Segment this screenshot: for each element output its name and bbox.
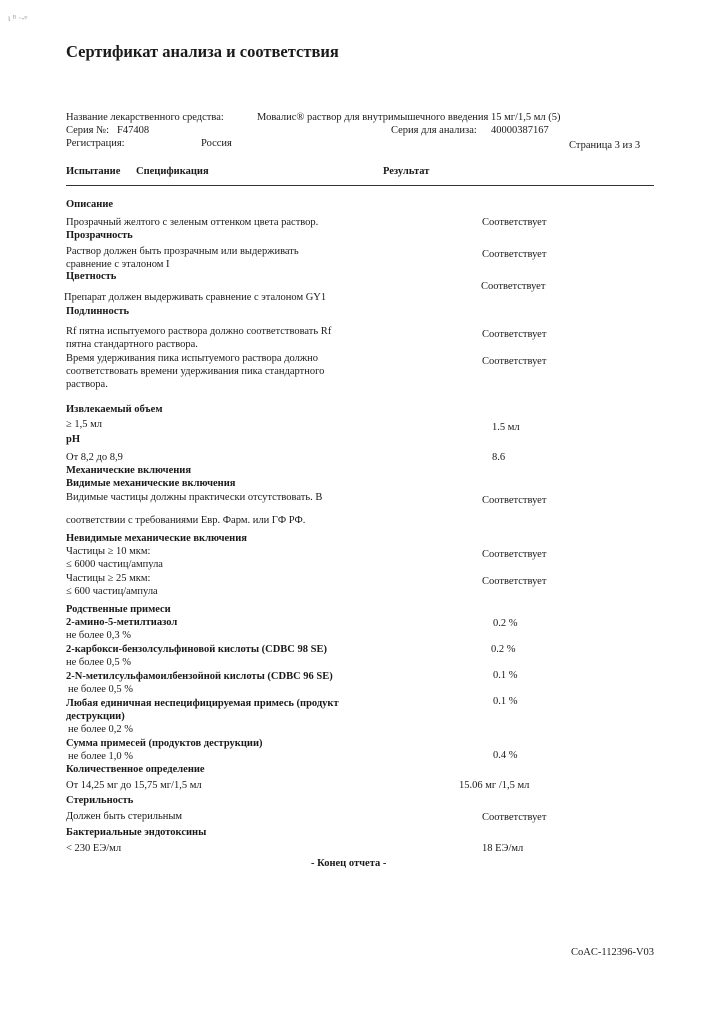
column-header-test: Испытание — [66, 166, 121, 177]
subsection-heading: 2-амино-5-метилтиазол — [66, 617, 178, 628]
spec-text: Rf пятна испытуемого раствора должно соответствовать Rf — [66, 326, 332, 337]
result-value: Соответствует — [482, 356, 547, 367]
section-heading: Прозрачность — [66, 230, 133, 241]
spec-text: не более 0,5 % — [68, 684, 134, 695]
result-value: Соответствует — [482, 576, 547, 587]
page-title: Сертификат анализа и соответствия — [66, 42, 339, 61]
spec-text: От 8,2 до 8,9 — [66, 452, 123, 463]
spec-text: Должен быть стерильным — [66, 811, 183, 822]
result-value: 0.2 % — [493, 618, 518, 629]
series-value: F47408 — [117, 125, 150, 136]
result-value: Соответствует — [482, 249, 547, 260]
spec-text: соответствовать времени удерживания пика стандартного — [66, 366, 325, 377]
spec-text: раствора. — [66, 379, 108, 390]
drug-name-label: Название лекарственного средства: — [66, 112, 224, 123]
subsection-heading: Невидимые механические включения — [66, 533, 247, 544]
spec-text: Время удерживания пика испытуемого раствора должно — [66, 353, 319, 364]
scan-artifact: ι ᴮ ·-ᵠ — [8, 13, 28, 23]
spec-text: не более 0,5 % — [66, 657, 132, 668]
result-value: Соответствует — [482, 549, 547, 560]
spec-text: Раствор должен быть прозрачным или выдерживать — [66, 246, 299, 257]
result-value: 0.1 % — [493, 696, 518, 707]
section-heading: Бактериальные эндотоксины — [66, 827, 207, 838]
result-value: 18 ЕЭ/мл — [482, 843, 524, 854]
result-value: 0.4 % — [493, 750, 518, 761]
subsection-heading: 2-карбокси-бензолсульфиновой кислоты (CDBC 98 SE) — [66, 644, 327, 655]
result-value: 0.1 % — [493, 670, 518, 681]
section-heading: Стерильность — [66, 795, 134, 806]
result-value: Соответствует — [481, 281, 546, 292]
spec-text: Видимые частицы должны практически отсутствовать. В — [66, 492, 323, 503]
spec-text: пятна стандартного раствора. — [66, 339, 198, 350]
section-heading: pH — [66, 434, 81, 445]
page-number: Страница 3 из 3 — [569, 140, 641, 151]
spec-text: ≤ 6000 частиц/ампула — [66, 559, 163, 570]
subsection-heading: Сумма примесей (продуктов деструкции) — [66, 738, 263, 749]
spec-text: соответствии с требованиями Евр. Фарм. или ГФ РФ. — [66, 515, 306, 526]
result-value: 8.6 — [492, 452, 506, 463]
spec-text: не более 0,2 % — [68, 724, 134, 735]
result-value: Соответствует — [482, 217, 547, 228]
spec-text: От 14,25 мг до 15,75 мг/1,5 мл — [66, 780, 202, 791]
result-value: 15.06 мг /1,5 мл — [459, 780, 530, 791]
section-heading: Подлинность — [66, 306, 130, 317]
subsection-heading: Любая единичная неспецифицируемая примесь (продукт — [66, 698, 339, 709]
subsection-heading: деструкции) — [66, 711, 125, 722]
subsection-heading: 2-N-метилсульфамоилбензойной кислоты (CDBC 96 SE) — [66, 671, 333, 682]
result-value: 1.5 мл — [492, 422, 520, 433]
spec-text: сравнение с эталоном I — [66, 259, 170, 270]
section-heading: Описание — [66, 199, 114, 210]
result-value: Соответствует — [482, 812, 547, 823]
end-of-report: - Конец отчета - — [311, 858, 387, 869]
section-heading: Извлекаемый объем — [66, 404, 163, 415]
spec-text: < 230 ЕЭ/мл — [66, 843, 122, 854]
column-header-result: Результат — [383, 166, 430, 177]
registration-label: Регистрация: — [66, 138, 125, 149]
analysis-series-label: Серия для анализа: — [391, 125, 477, 136]
spec-text: ≥ 1,5 мл — [66, 419, 103, 430]
result-value: 0.2 % — [491, 644, 516, 655]
subsection-heading: Видимые механические включения — [66, 478, 236, 489]
spec-text: Частицы ≥ 10 мкм: — [66, 546, 151, 557]
registration-value: Россия — [201, 138, 232, 149]
spec-text: Прозрачный желтого с зеленым оттенком цвета раствор. — [66, 217, 319, 228]
result-value: Соответствует — [482, 329, 547, 340]
series-label: Серия №: — [66, 125, 110, 136]
column-header-spec: Спецификация — [136, 166, 209, 177]
document-code: CoAC-112396-V03 — [571, 947, 655, 958]
section-heading: Цветность — [66, 271, 117, 282]
spec-text: Препарат должен выдерживать сравнение с эталоном GY1 — [64, 292, 327, 303]
spec-text: не более 1,0 % — [68, 751, 134, 762]
analysis-series-value: 40000387167 — [491, 125, 549, 136]
section-heading: Механические включения — [66, 465, 192, 476]
header-divider — [66, 185, 654, 186]
result-value: Соответствует — [482, 495, 547, 506]
section-heading: Количественное определение — [66, 764, 205, 775]
spec-text: Частицы ≥ 25 мкм: — [66, 573, 151, 584]
drug-name-value: Мовалис® раствор для внутримышечного введения 15 мг/1,5 мл (5) — [257, 112, 561, 123]
section-heading: Родственные примеси — [66, 604, 171, 615]
spec-text: не более 0,3 % — [66, 630, 132, 641]
spec-text: ≤ 600 частиц/ампула — [66, 586, 158, 597]
